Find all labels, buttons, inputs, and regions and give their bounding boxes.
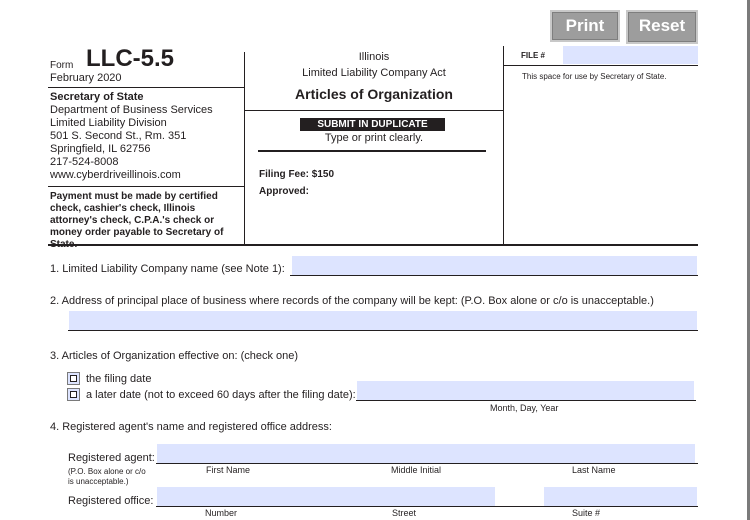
number-caption: Number <box>205 508 238 518</box>
header-bottom-rule <box>48 244 698 246</box>
item-4-label: 4. Registered agent's name and registered office address: <box>50 421 332 433</box>
registered-agent-label: Registered agent: <box>68 452 155 464</box>
sos-city: Springfield, IL 62756 <box>50 143 151 155</box>
payment-note: Payment must be made by certified check, cashier's check, Illinois attorney's check, C.P.A.'s check or money order payable to Secretary of <box>50 191 224 238</box>
form-number: LLC-5.5 <box>86 45 175 72</box>
effective-filing-date-label: the filing date <box>86 373 152 385</box>
sos-web: www.cyberdriveillinois.com <box>50 169 181 181</box>
type-print-note: Type or print clearly. <box>324 132 424 144</box>
item-1-label: 1. Limited Liability Company name (see Note 1): <box>50 263 285 275</box>
registered-agent-underline <box>156 463 698 464</box>
street-caption: Street <box>392 508 417 518</box>
item-2-label: 2. Address of principal place of business where records of the company will be kept: (P.O. Box alone or c/o is unacceptable.) <box>50 295 654 307</box>
office-suite-field[interactable] <box>544 487 697 506</box>
sos-phone: 217-524-8008 <box>50 156 119 168</box>
sos-dept: Department of Business Services <box>50 104 213 116</box>
header-divider-2 <box>503 46 504 244</box>
file-number-rule <box>503 65 698 66</box>
sos-division: Limited Liability Division <box>50 117 167 129</box>
item-3-label: 3. Articles of Organization effective on: (check one) <box>50 350 299 362</box>
form-label: Form <box>50 60 74 71</box>
registered-office-label: Registered office: <box>68 495 154 507</box>
office-street-field[interactable] <box>157 487 495 506</box>
llc-name-field[interactable] <box>292 256 697 275</box>
print-button[interactable]: Print <box>550 10 620 42</box>
last-name-caption: Last Name <box>572 465 616 475</box>
registered-office-underline <box>156 506 698 507</box>
later-date-field[interactable] <box>357 381 694 400</box>
state-name: Illinois <box>358 51 390 63</box>
form-date: February 2020 <box>50 72 122 84</box>
sos-use-note: This space for use by Secretary of State. <box>522 72 667 81</box>
llc-name-underline <box>290 275 698 276</box>
approved-label: Approved: <box>259 186 309 197</box>
file-number-label: FILE # <box>521 51 546 60</box>
reset-button[interactable]: Reset <box>626 10 698 44</box>
payment-rule <box>48 186 244 187</box>
file-number-field[interactable] <box>563 46 698 64</box>
registered-agent-note: (P.O. Box alone or c/o is unacceptable.) <box>68 467 146 486</box>
effective-filing-date-checkbox[interactable] <box>67 372 80 385</box>
header-divider-1 <box>244 52 245 244</box>
sos-office: Secretary of State <box>50 91 144 103</box>
page-title: Articles of Organization <box>295 86 453 102</box>
effective-later-date-label: a later date (not to exceed 60 days after the filing date): <box>86 389 356 401</box>
center-rule <box>258 150 486 152</box>
submit-badge: SUBMIT IN DUPLICATE <box>300 118 445 131</box>
effective-later-date-checkbox[interactable] <box>67 388 80 401</box>
first-name-caption: First Name <box>206 465 251 475</box>
act-name: Limited Liability Company Act <box>302 67 446 79</box>
sos-street: 501 S. Second St., Rm. 351 <box>50 130 187 142</box>
title-rule <box>244 110 503 111</box>
header-rule-left <box>48 87 244 88</box>
suite-caption: Suite # <box>572 508 601 518</box>
filing-fee: Filing Fee: $150 <box>259 169 335 180</box>
principal-address-field[interactable] <box>69 311 697 330</box>
middle-initial-caption: Middle Initial <box>391 465 442 475</box>
registered-agent-field[interactable] <box>157 444 695 463</box>
later-date-underline <box>356 400 696 401</box>
principal-address-underline <box>68 330 698 331</box>
later-date-caption: Month, Day, Year <box>490 403 559 413</box>
